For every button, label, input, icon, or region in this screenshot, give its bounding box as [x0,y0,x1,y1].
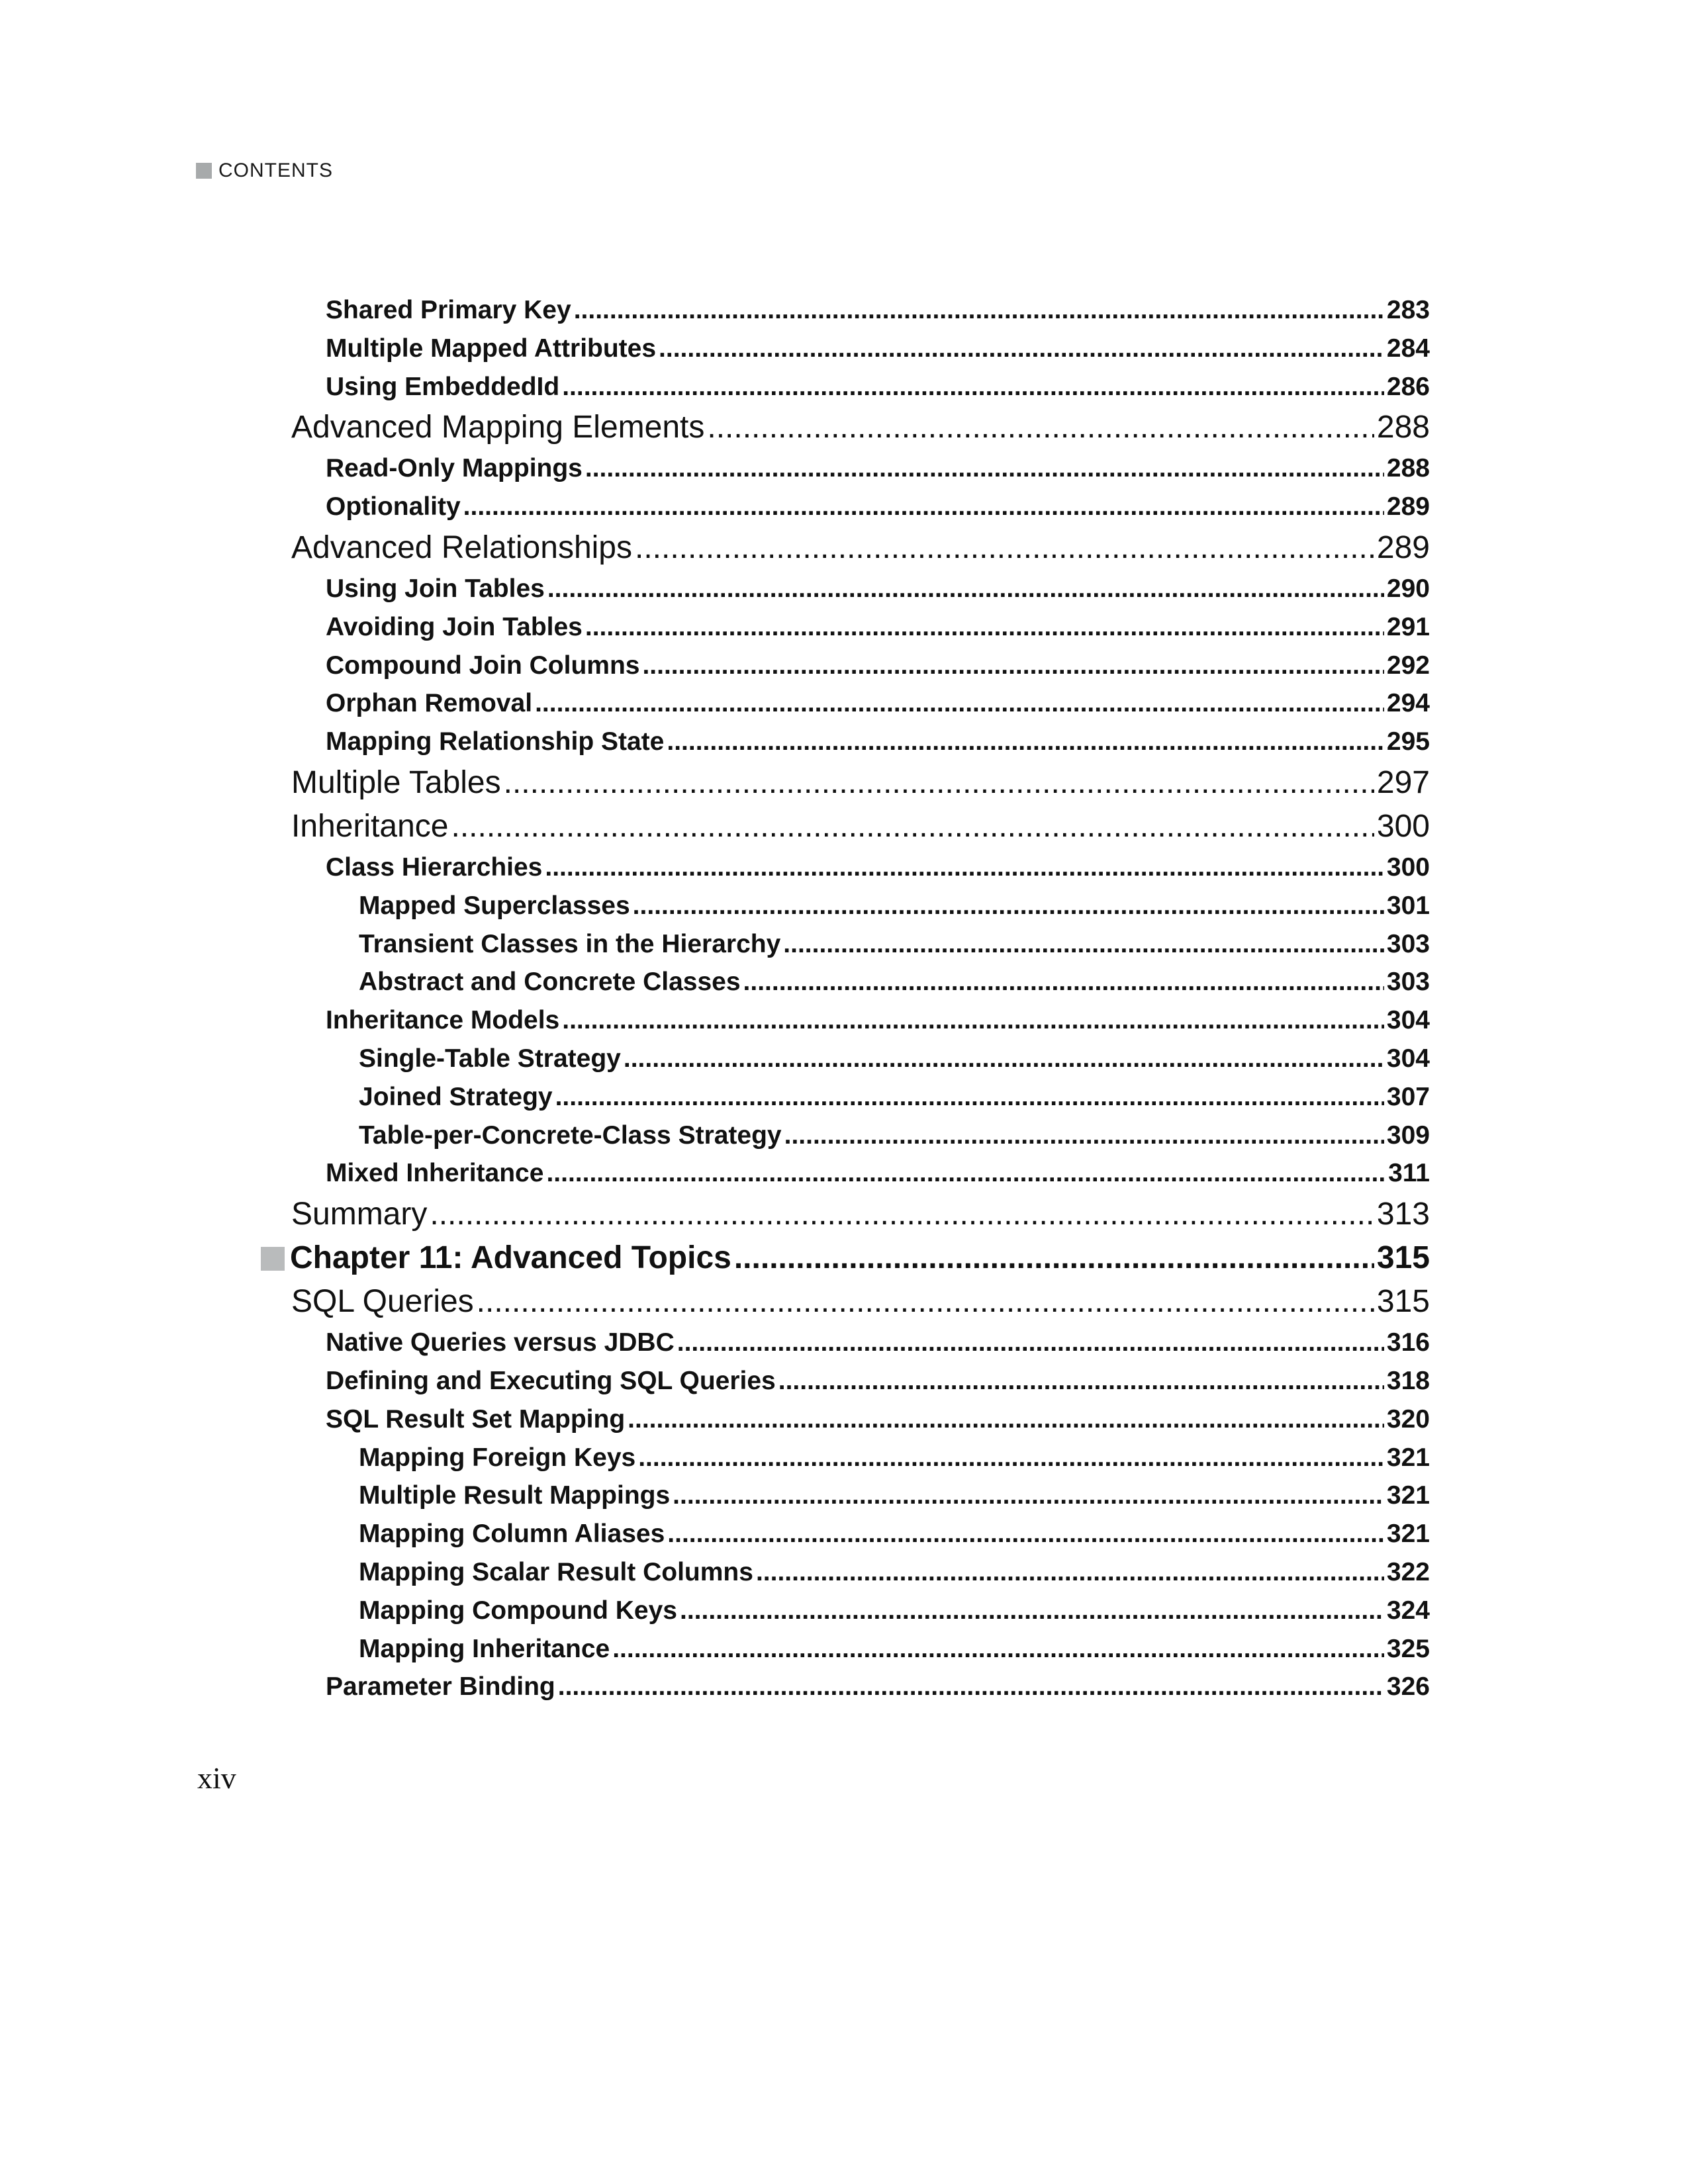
toc-entry-title: Mapping Foreign Keys [359,1443,636,1472]
toc-entry-page: 300 [1386,852,1430,882]
dot-leader [673,1477,1384,1515]
dot-leader [680,1592,1384,1630]
toc-entry-title: Using Join Tables [326,574,545,603]
toc-entry[interactable] [326,291,1430,330]
toc-entry-title: Advanced Mapping Elements [291,410,705,445]
toc-entry-page: 324 [1386,1596,1430,1625]
toc-entry-page: 286 [1386,372,1430,401]
toc-entry-title: Table-per-Concrete-Class Strategy [359,1120,782,1150]
toc-entry-page: 316 [1386,1328,1430,1357]
toc-entry-page: 292 [1386,651,1430,680]
toc-entry-page: 321 [1386,1481,1430,1510]
dot-leader [734,1236,1374,1280]
dot-leader [585,449,1384,488]
toc-entry-page: 288 [1386,454,1430,483]
dot-leader [783,925,1384,964]
dot-leader [642,647,1383,685]
toc-entry-page: 320 [1386,1404,1430,1433]
dot-leader [562,368,1384,406]
toc-entry[interactable] [359,1040,1430,1078]
dot-leader [451,805,1374,848]
dot-leader [778,1362,1384,1400]
dot-leader [612,1630,1384,1668]
running-head-label: CONTENTS [218,159,333,181]
dot-leader [677,1324,1384,1362]
toc-entry-page: 283 [1386,296,1430,324]
toc-entry-title: SQL Result Set Mapping [326,1404,626,1433]
toc-entry[interactable] [326,330,1430,368]
toc-entry[interactable] [326,1324,1430,1362]
dot-leader [633,887,1384,925]
table-of-contents [291,291,1430,1706]
toc-entry-title: Advanced Relationships [291,529,632,565]
toc-entry-page: 326 [1386,1672,1430,1702]
toc-entry-title: Multiple Tables [291,764,501,800]
toc-entry-title: Abstract and Concrete Classes [359,968,741,997]
toc-entry[interactable] [291,1193,1430,1236]
toc-entry-title: Mapping Relationship State [326,727,665,756]
toc-entry-title: Joined Strategy [359,1082,553,1111]
toc-entry-page: 304 [1386,1044,1430,1073]
dot-leader [628,1400,1384,1439]
toc-entry[interactable] [326,1400,1430,1439]
toc-entry[interactable] [359,1515,1430,1553]
toc-entry-page: 297 [1376,764,1430,800]
dot-leader [547,570,1384,608]
toc-entry[interactable] [326,1154,1430,1193]
toc-entry-page: 304 [1386,1006,1430,1035]
toc-entry-title: Mapping Compound Keys [359,1596,677,1625]
toc-entry-page: 301 [1386,891,1430,920]
toc-entry-title: Chapter 11: Advanced Topics [290,1240,731,1276]
toc-entry-title: Using EmbeddedId [326,372,560,401]
toc-entry-title: Read-Only Mappings [326,454,583,483]
toc-entry-page: 322 [1386,1557,1430,1586]
toc-entry-title: Single-Table Strategy [359,1044,621,1073]
dot-leader [756,1553,1384,1592]
dot-leader [562,1001,1384,1040]
toc-entry[interactable] [326,684,1430,723]
toc-entry[interactable] [359,1553,1430,1592]
toc-entry[interactable] [326,570,1430,608]
toc-entry-page: 291 [1386,612,1430,641]
dot-leader [463,488,1384,526]
toc-entry-page: 321 [1386,1520,1430,1549]
toc-entry-title: Summary [291,1197,428,1232]
dot-leader [535,684,1384,723]
dot-leader [743,963,1384,1001]
toc-entry[interactable] [291,526,1430,570]
toc-entry[interactable] [359,925,1430,964]
toc-entry-page: 318 [1386,1366,1430,1395]
toc-entry-title: Inheritance Models [326,1006,560,1035]
toc-entry[interactable] [359,1439,1430,1477]
toc-entry-page: 321 [1386,1443,1430,1472]
toc-entry[interactable] [359,963,1430,1001]
toc-entry-title: Defining and Executing SQL Queries [326,1366,776,1395]
toc-entry-page: 303 [1386,929,1430,958]
toc-entry-title: Mixed Inheritance [326,1159,544,1188]
toc-entry-title: Compound Join Columns [326,651,640,680]
toc-entry[interactable] [291,406,1430,449]
toc-entry-page: 290 [1386,574,1430,603]
dot-leader [585,608,1384,647]
toc-entry-title: SQL Queries [291,1284,474,1320]
dot-leader [477,1280,1374,1324]
toc-entry-title: Transient Classes in the Hierarchy [359,929,781,958]
dot-leader [574,291,1384,330]
toc-entry[interactable] [326,647,1430,685]
toc-entry-page: 289 [1386,492,1430,522]
toc-entry[interactable] [326,848,1430,887]
dot-leader [545,848,1384,887]
toc-entry-page: 315 [1376,1240,1430,1276]
toc-entry[interactable] [326,608,1430,647]
toc-entry[interactable] [326,1001,1430,1040]
toc-entry[interactable] [326,1362,1430,1400]
dot-leader [667,1515,1384,1553]
toc-entry-title: Orphan Removal [326,689,533,718]
toc-chapter-entry[interactable] [290,1236,1430,1280]
toc-entry-title: Mapping Column Aliases [359,1520,665,1549]
dot-leader [784,1116,1384,1155]
dot-leader [624,1040,1384,1078]
toc-entry[interactable] [326,368,1430,406]
toc-entry-title: Mapped Superclasses [359,891,630,920]
dot-leader [667,723,1384,761]
toc-entry-page: 289 [1376,529,1430,565]
toc-entry-page: 284 [1386,334,1430,363]
dot-leader [430,1193,1374,1236]
chapter-square-icon [261,1247,285,1271]
toc-entry[interactable] [291,761,1430,805]
page-number: xiv [197,1761,236,1795]
dot-leader [635,526,1374,570]
toc-entry[interactable] [326,723,1430,761]
toc-entry-title: Class Hierarchies [326,852,543,882]
toc-entry-page: 315 [1376,1284,1430,1320]
dot-leader [659,330,1384,368]
toc-entry-title: Optionality [326,492,461,522]
toc-entry-title: Mapping Inheritance [359,1634,610,1663]
toc-entry[interactable] [359,887,1430,925]
dot-leader [558,1668,1384,1706]
toc-entry-title: Shared Primary Key [326,296,571,324]
running-head [196,158,333,184]
toc-entry[interactable] [326,449,1430,488]
toc-entry[interactable] [359,1630,1430,1668]
toc-entry-page: 309 [1386,1120,1430,1150]
toc-entry[interactable] [359,1592,1430,1630]
toc-entry-page: 295 [1386,727,1430,756]
toc-entry-title: Multiple Mapped Attributes [326,334,657,363]
dot-leader [546,1154,1385,1193]
toc-entry-title: Multiple Result Mappings [359,1481,671,1510]
toc-entry[interactable] [359,1116,1430,1155]
toc-entry[interactable] [326,1668,1430,1706]
toc-entry-title: Native Queries versus JDBC [326,1328,675,1357]
toc-entry[interactable] [291,805,1430,848]
toc-entry-page: 311 [1388,1159,1430,1188]
toc-entry[interactable] [326,488,1430,526]
dot-leader [638,1439,1384,1477]
toc-entry-page: 313 [1376,1197,1430,1232]
toc-entry-title: Avoiding Join Tables [326,612,583,641]
toc-entry-page: 288 [1376,410,1430,445]
toc-entry-page: 307 [1386,1082,1430,1111]
toc-entry[interactable] [359,1477,1430,1515]
dot-leader [707,406,1374,449]
toc-entry-page: 300 [1376,808,1430,844]
toc-entry-title: Parameter Binding [326,1672,555,1702]
toc-entry[interactable] [291,1280,1430,1324]
toc-entry-title: Inheritance [291,808,449,844]
toc-entry-page: 294 [1386,689,1430,718]
toc-entry[interactable] [359,1078,1430,1116]
toc-entry-page: 303 [1386,968,1430,997]
dot-leader [555,1078,1384,1116]
toc-entry-title: Mapping Scalar Result Columns [359,1557,753,1586]
dot-leader [504,761,1374,805]
toc-entry-page: 325 [1386,1634,1430,1663]
running-head-square-icon [196,163,212,179]
